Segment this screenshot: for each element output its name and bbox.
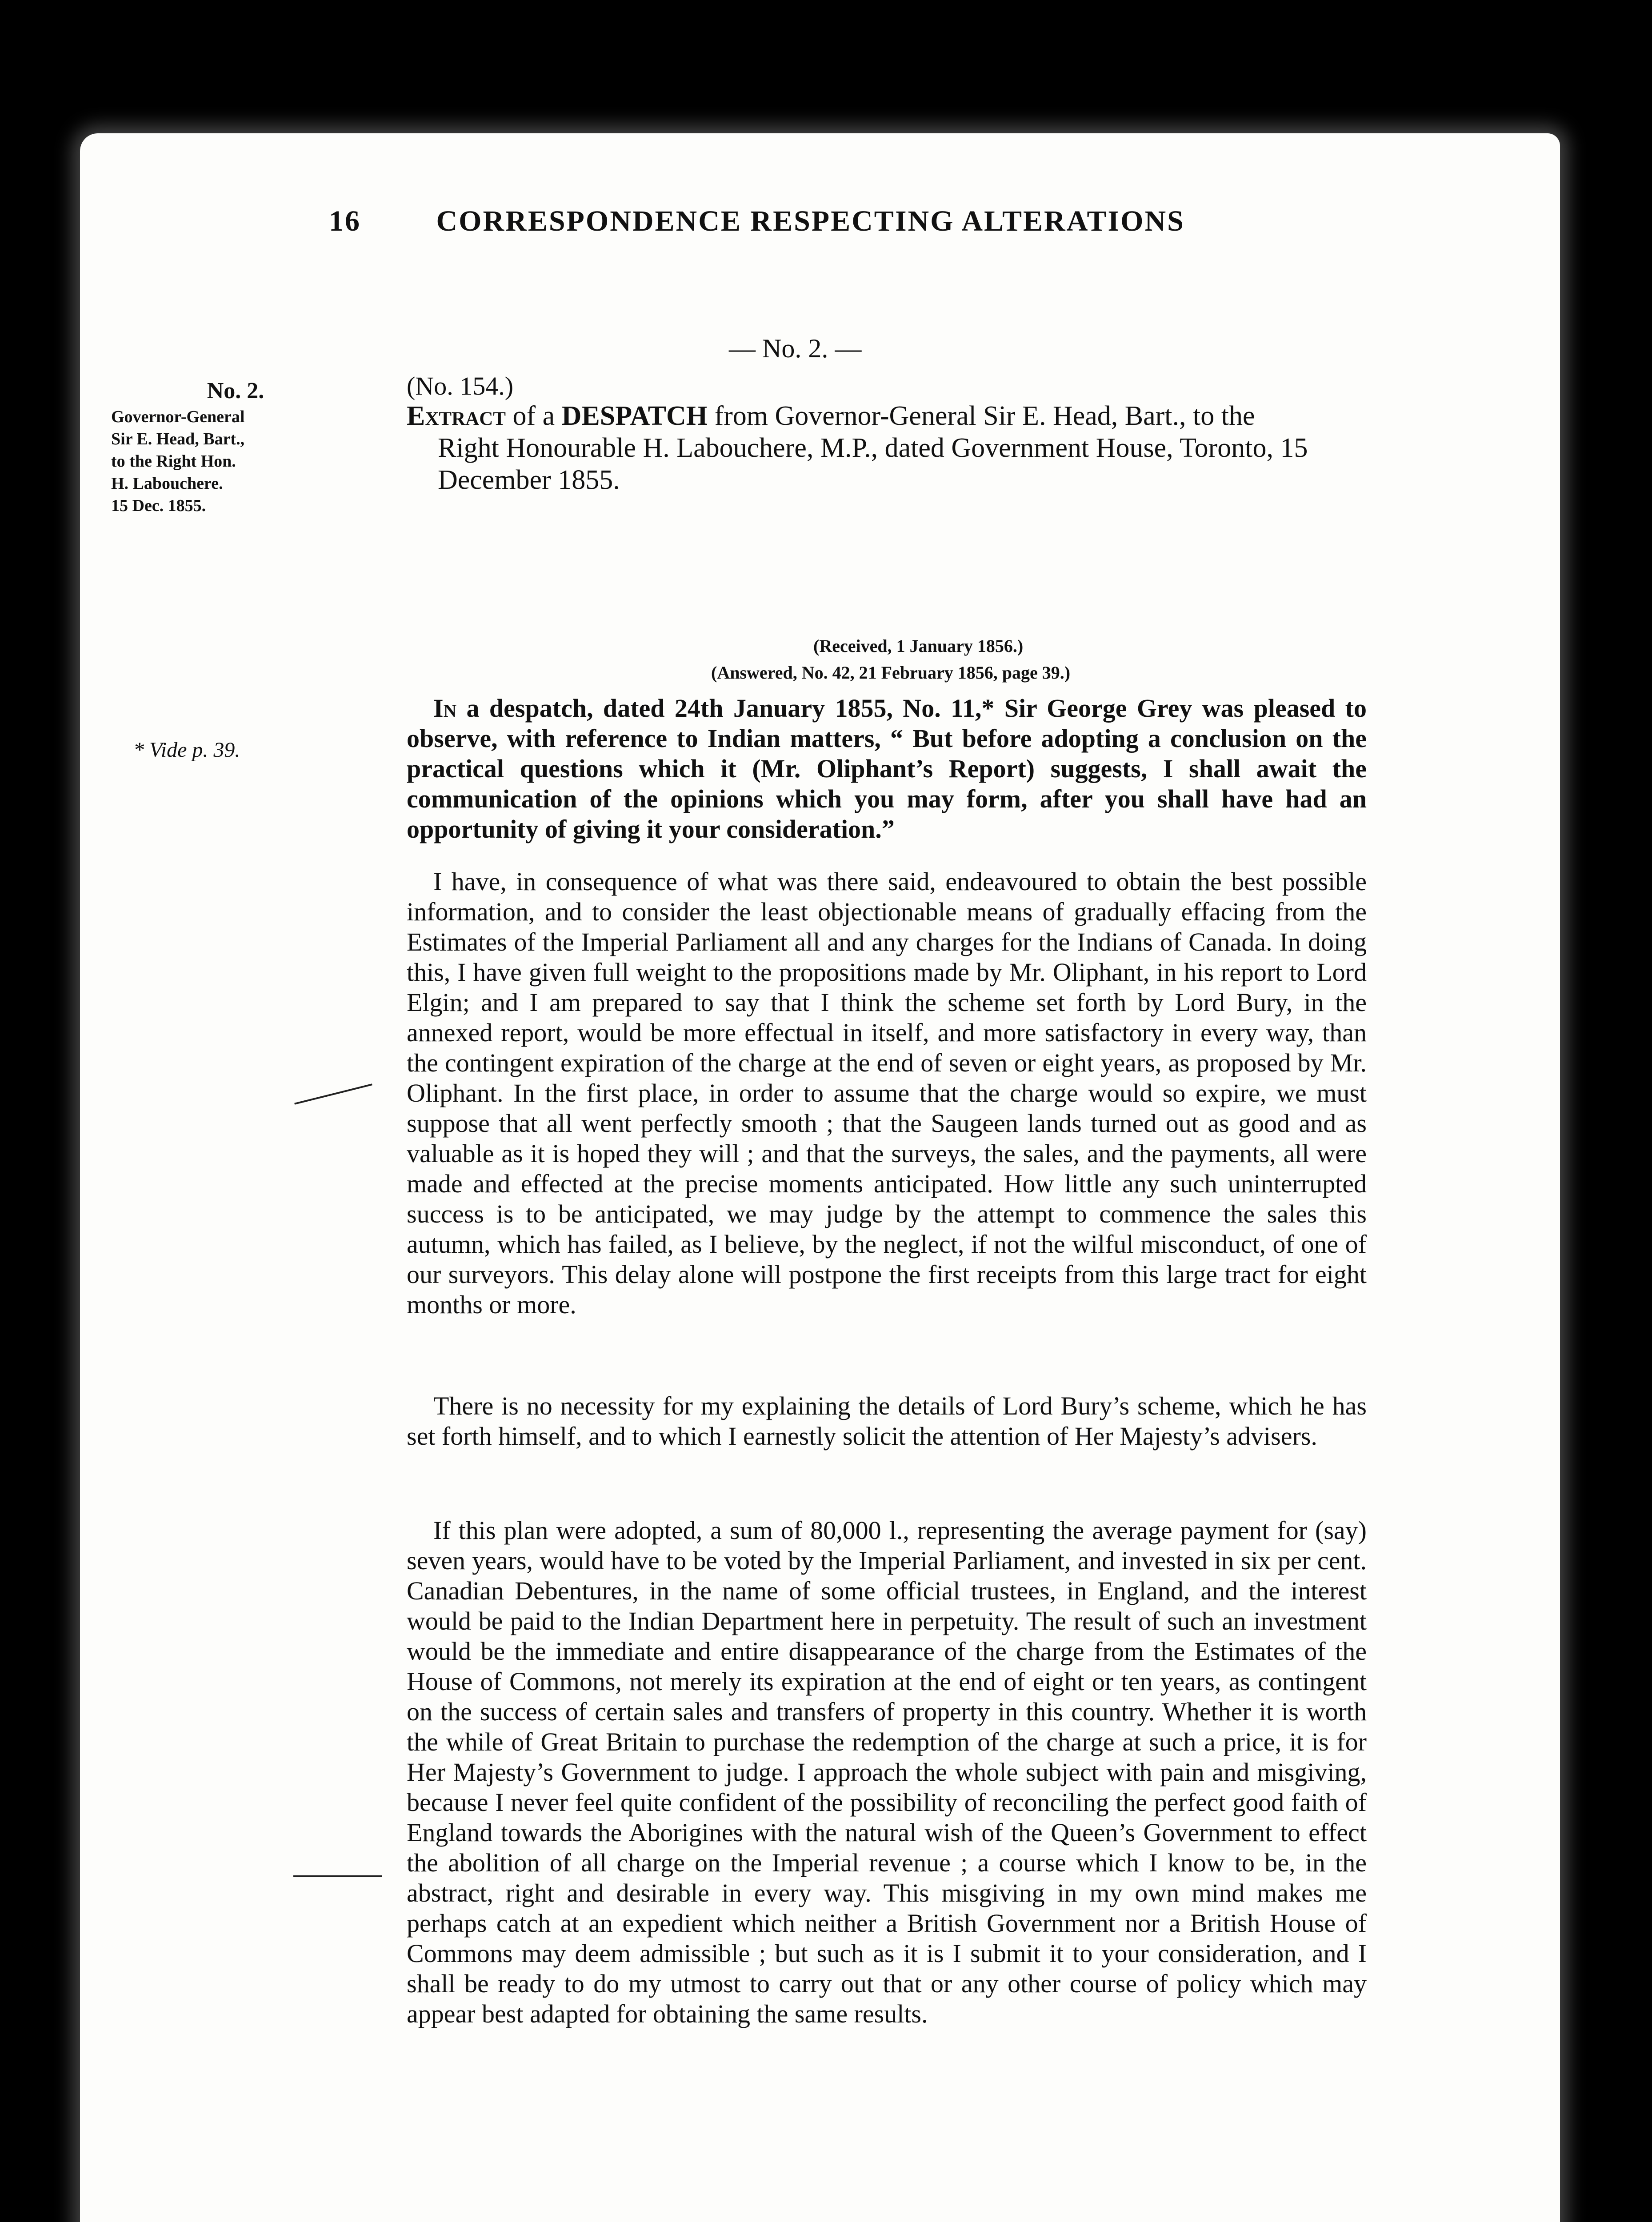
- margin-footnote: * Vide p. 39.: [133, 738, 240, 762]
- margin-pencil-mark: [294, 1083, 372, 1104]
- paragraph-3: There is no necessity for my explaining the details of Lord Bury’s scheme, which he has set forth himself, and to which I earnestly solicit the attention of Her Majesty’s advisers.: [407, 1391, 1367, 1451]
- title-despatch: DESPATCH: [561, 401, 708, 431]
- running-title: CORRESPONDENCE RESPECTING ALTERATIONS: [436, 205, 1185, 237]
- margin-note-number: No. 2.: [207, 378, 264, 404]
- paragraph-lead: In: [433, 694, 457, 723]
- received-note: (Received, 1 January 1856.): [813, 636, 1024, 656]
- margin-note-line: 15 Dec. 1855.: [111, 496, 206, 515]
- margin-note-line: Governor-General: [111, 408, 245, 426]
- despatch-reference: (No. 154.): [407, 372, 514, 400]
- paragraph-1: [407, 693, 1367, 844]
- margin-note-line: to the Right Hon.: [111, 452, 236, 471]
- paragraph-text: a despatch, dated 24th January 1855, No. 11,* Sir George Grey was pleased to observe, with reference to Indian matters, “ But before adopting a conclusion on the practical questions which it (Mr. Oliphant’s Report) suggests, I shall await the communication of the opinions which you may form, after you shall have had an opportunity of giving it your consideration.”: [407, 694, 1367, 843]
- margin-pencil-mark: [293, 1875, 382, 1877]
- title-continuation: Right Honourable H. Labouchere, M.P., dated Government House, Toronto, 15 December 1855.: [438, 433, 1308, 495]
- title-text: from Governor-General Sir E. Head, Bart., to the: [708, 401, 1255, 431]
- despatch-title: [407, 400, 1371, 496]
- answered-note: (Answered, No. 42, 21 February 1856, page 39.): [711, 663, 1071, 683]
- page-number: 16: [329, 205, 361, 237]
- margin-note: [111, 380, 360, 517]
- document-number: — No. 2. —: [729, 334, 862, 363]
- margin-note-line: Sir E. Head, Bart.,: [111, 430, 245, 448]
- paragraph-4: If this plan were adopted, a sum of 80,000 l., representing the average payment for (say) seven years, would have to be voted by the Imperial Parliament, and invested in six per cent. Canadian Debentures, in the name of some official trustees, in England, and the interest would be paid to the Indian Department here in perpetuity. The result of such an investment would be the immediate and entire disappearance of the charge from the Estimates of the House of Commons, not merely its expiration at the end of eight or ten years, as contingent on the success of certain sales and transfers of property in this country. Whether it is worth the while of Great Britain to purchase the redemption of the charge at such a price, it is for Her Majesty’s Government to judge. I approach the whole subject with pain and misgiving, because I never feel quite confident of the possibility of reconciling the perfect good faith of England towards the Aborigines with the natural wish of the Queen’s Government to effect the abolition of all charge on the Imperial revenue ; a course which I know to be, in the abstract, right and desirable in every way. This misgiving in my own mind makes me perhaps catch at an expedient which neither a British Government nor a British House of Commons may deem admissible ; but such as it is I submit it to your consideration, and I shall be ready to do my utmost to carry out that or any other course of policy which may appear best adapted for obtaining the same results.: [407, 1516, 1367, 2028]
- document-page: [80, 133, 1560, 2222]
- paragraph-2: I have, in consequence of what was there said, endeavoured to obtain the best possible information, and to consider the least objectionable means of gradually effacing from the Estimates of the Imperial Parliament all and any charges for the Indians of Canada. In doing this, I have given full weight to the propositions made by Mr. Oliphant, in his report to Lord Elgin; and I am prepared to say that I think the scheme set forth by Lord Bury, in the annexed report, would be more effectual in itself, and more satisfactory in every way, than the contingent expiration of the charge at the end of seven or eight years, as proposed by Mr. Oliphant. In the first place, in order to assume that the charge would so expire, we must suppose that all went perfectly smooth ; that the Saugeen lands turned out as good and as valuable as it is hoped they will ; and that the surveys, the sales, and the payments, all were made and effected at the precise moments anticipated. How little any such uninterrupted success is to be anticipated, we may judge by the attempt to commence the sales this autumn, which has failed, as I believe, by the neglect, if not the wilful misconduct, of one of our surveyors. This delay alone will postpone the first receipts from this large tract for eight months or more.: [407, 867, 1367, 1319]
- title-extract: Extract: [407, 401, 506, 431]
- title-text: of a: [505, 401, 562, 431]
- page-header: [329, 204, 1351, 238]
- margin-note-line: H. Labouchere.: [111, 474, 223, 493]
